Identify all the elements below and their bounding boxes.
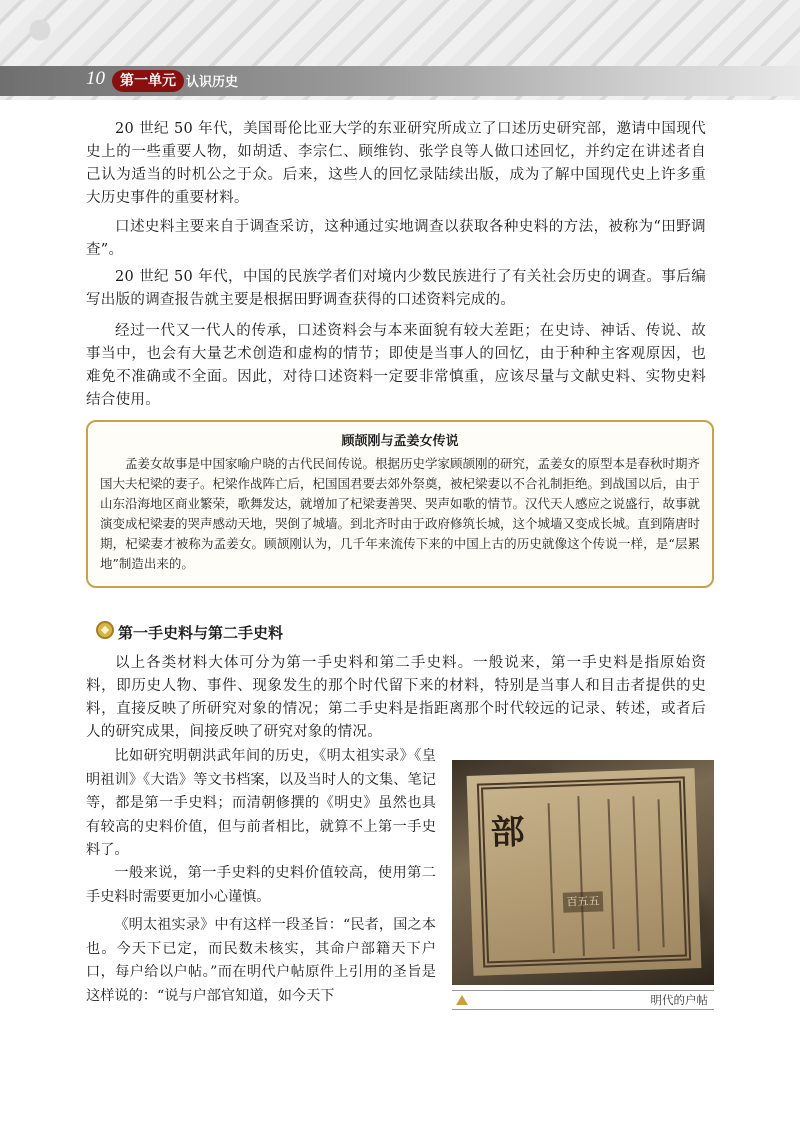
paragraph-primary-secondary: 以上各类材料大体可分为第一手史料和第二手史料。一般说来，第一手史料是指原始资料，即历史人物、事件、现象发生的那个时代留下来的材料，特别是当事人和目击者提供的史料，直接反映了所研究对象的情况；第二手史料是指距离那个时代较远的记录、转述，或者后人的研究成果，间接反映了研究对象的情况。 [86, 655, 706, 740]
paragraph-field-survey: 口述史料主要来自于调查采访，这种通过实地调查以获取各种史料的方法，被称为“田野调查”。 [86, 219, 706, 258]
caption-triangle-icon [456, 995, 468, 1005]
unit-title: 第一单元 [112, 70, 184, 92]
figure-caption-bar [452, 990, 714, 1010]
paragraph-imperial-edict: 《明太祖实录》中有这样一段圣旨：“民者，国之本也。今天下已定，而民数未核实，其命户部籍天下户口，每户给以户帖。”而在明代户帖原件上引用的圣旨是这样说的：“说与户部官知道，如今天下 [86, 917, 436, 1004]
page-number: 10 [86, 68, 105, 89]
ming-household-certificate-image [452, 760, 714, 985]
paragraph-oral-reliability: 经过一代又一代人的传承，口述资料会与本来面貌有较大差距；在史诗、神话、传说、故事当中，也会有大量艺术创造和虚构的情节；即使是当事人的回忆，由于种种主客观原因，也难免不准确或不全面。因此，对待口述资料一定要非常慎重，应该尽量与文献史料、实物史料结合使用。 [86, 323, 706, 408]
document-stamp: 百五五 [563, 891, 604, 912]
sidebar-box [86, 420, 714, 588]
paragraph-ming-example: 比如研究明朝洪武年间的历史，《明太祖实录》《皇明祖训》《大诰》等文书档案，以及当时人的文集、笔记等，都是第一手史料；而清朝修撰的《明史》虽然也具有较高的史料价值，但与前者相比，就算不上第一手史料了。 [86, 748, 436, 858]
box-title: 顾颉刚与孟姜女传说 [341, 434, 459, 449]
document-large-character: 部 [489, 812, 526, 854]
section-emblem-icon [96, 621, 114, 639]
figure-caption: 明代的户帖 [650, 993, 708, 1007]
unit-subtitle: 认识历史 [186, 75, 239, 90]
section-heading: 第一手史料与第二手史料 [118, 624, 284, 642]
box-text: 孟姜女故事是中国家喻户晓的古代民间传说。根据历史学家顾颉刚的研究，孟姜女的原型本是春秋时期齐国大夫杞梁的妻子。杞梁作战阵亡后，杞国国君要去郊外祭奠，被杞梁妻以不合礼制拒绝。到战国以后，由于山东沿海地区商业繁荣，歌舞发达，就增加了杞梁妻善哭、哭声如歌的情节。汉代天人感应之说盛行，故事就演变成杞梁妻的哭声感动天地，哭倒了城墙。到北齐时由于政府修筑长城，这个城墙又变成长城。直到隋唐时期，杞梁妻才被称为孟姜女。顾颉刚认为，几千年来流传下来的中国上古的历史就像这个传说一样，是“层累地”制造出来的。 [100, 456, 701, 571]
document-sheet [467, 768, 702, 976]
paragraph-ethnology-survey: 20 世纪 50 年代，中国的民族学者们对境内少数民族进行了有关社会历史的调查。事后编写出版的调查报告就主要是根据田野调查获得的口述资料完成的。 [86, 269, 706, 308]
paragraph-oral-history-columbia: 20 世纪 50 年代，美国哥伦比亚大学的东亚研究所成立了口述历史研究部，邀请中国现代史上的一些重要人物，如胡适、李宗仁、顾维钧、张学良等人做口述回忆，并约定在讲述者自己认为适当的时机公之于众。后来，这些人的回忆录陆续出版，成为了解中国现代史上许多重大历史事件的重要材料。 [86, 121, 706, 206]
paragraph-caution: 一般来说，第一手史料的史料价值较高，使用第二手史料时需要更加小心谨慎。 [86, 865, 436, 905]
